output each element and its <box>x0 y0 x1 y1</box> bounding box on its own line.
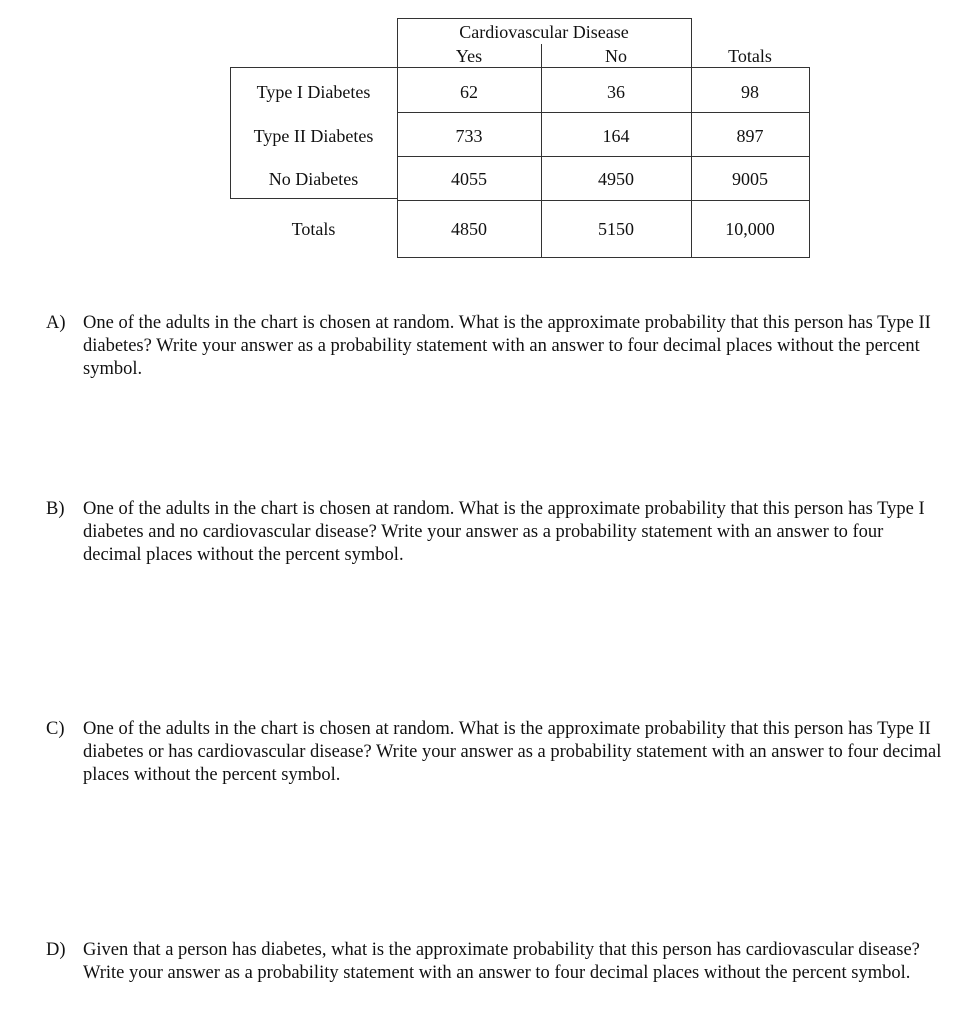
question-letter: D) <box>46 940 66 960</box>
table-border-top <box>397 18 691 19</box>
cell-totals-no: 5150 <box>598 219 634 239</box>
question-text: One of the adults in the chart is chosen at random. What is the approximate probability that this person has Type I diabetes and no cardiovascular disease? Write your answer as a probability statement with an answer to four decimal places without the percent symbol. <box>83 499 925 565</box>
table-border-row2-top <box>397 112 809 113</box>
question-b <box>46 498 946 567</box>
table-border-bottom <box>397 257 809 258</box>
table-border-row3-top <box>397 156 809 157</box>
header-totals: Totals <box>728 46 772 66</box>
row-label-type2: Type II Diabetes <box>253 126 374 146</box>
header-cardiovascular-disease: Cardiovascular Disease <box>459 22 629 42</box>
table-border-totals-top <box>397 200 809 201</box>
cell-nodiabetes-no: 4950 <box>598 169 634 189</box>
row-label-no-diabetes: No Diabetes <box>268 169 359 189</box>
cell-type2-total: 897 <box>736 126 764 146</box>
table-vline-right <box>809 67 810 258</box>
cell-nodiabetes-yes: 4055 <box>451 169 487 189</box>
cell-type1-yes: 62 <box>460 82 478 102</box>
table-border-row1-top <box>230 67 809 68</box>
question-a <box>46 312 946 381</box>
question-letter: A) <box>46 313 66 333</box>
header-no: No <box>605 46 627 66</box>
question-text: One of the adults in the chart is chosen at random. What is the approximate probability that this person has Type II diabetes or has cardiovascular disease? Write your answer as a probability statement with an answer to four decimal places without the percent symbol. <box>83 719 942 785</box>
cell-type1-no: 36 <box>607 82 625 102</box>
question-text: One of the adults in the chart is chosen at random. What is the approximate probability that this person has Type II diabetes? Write your answer as a probability statement with an answer to four decimal places without the percent symbol. <box>83 313 931 379</box>
row-label-totals: Totals <box>291 219 336 239</box>
cell-type1-total: 98 <box>741 82 759 102</box>
question-d <box>46 939 946 985</box>
cell-type2-yes: 733 <box>455 126 483 146</box>
question-c <box>46 718 946 787</box>
table-border-row3-bottom <box>230 198 397 199</box>
question-letter: B) <box>46 499 65 519</box>
row-label-type1: Type I Diabetes <box>256 82 371 102</box>
cell-nodiabetes-total: 9005 <box>732 169 768 189</box>
cell-totals-yes: 4850 <box>451 219 487 239</box>
question-letter: C) <box>46 719 65 739</box>
cell-type2-no: 164 <box>602 126 630 146</box>
header-yes: Yes <box>455 46 483 66</box>
cell-totals-total: 10,000 <box>725 219 775 239</box>
question-text: Given that a person has diabetes, what is the approximate probability that this person has cardiovascular disease? Write your answer as a probability statement with an answer to four decimal places without the percent symbol. <box>83 940 920 983</box>
